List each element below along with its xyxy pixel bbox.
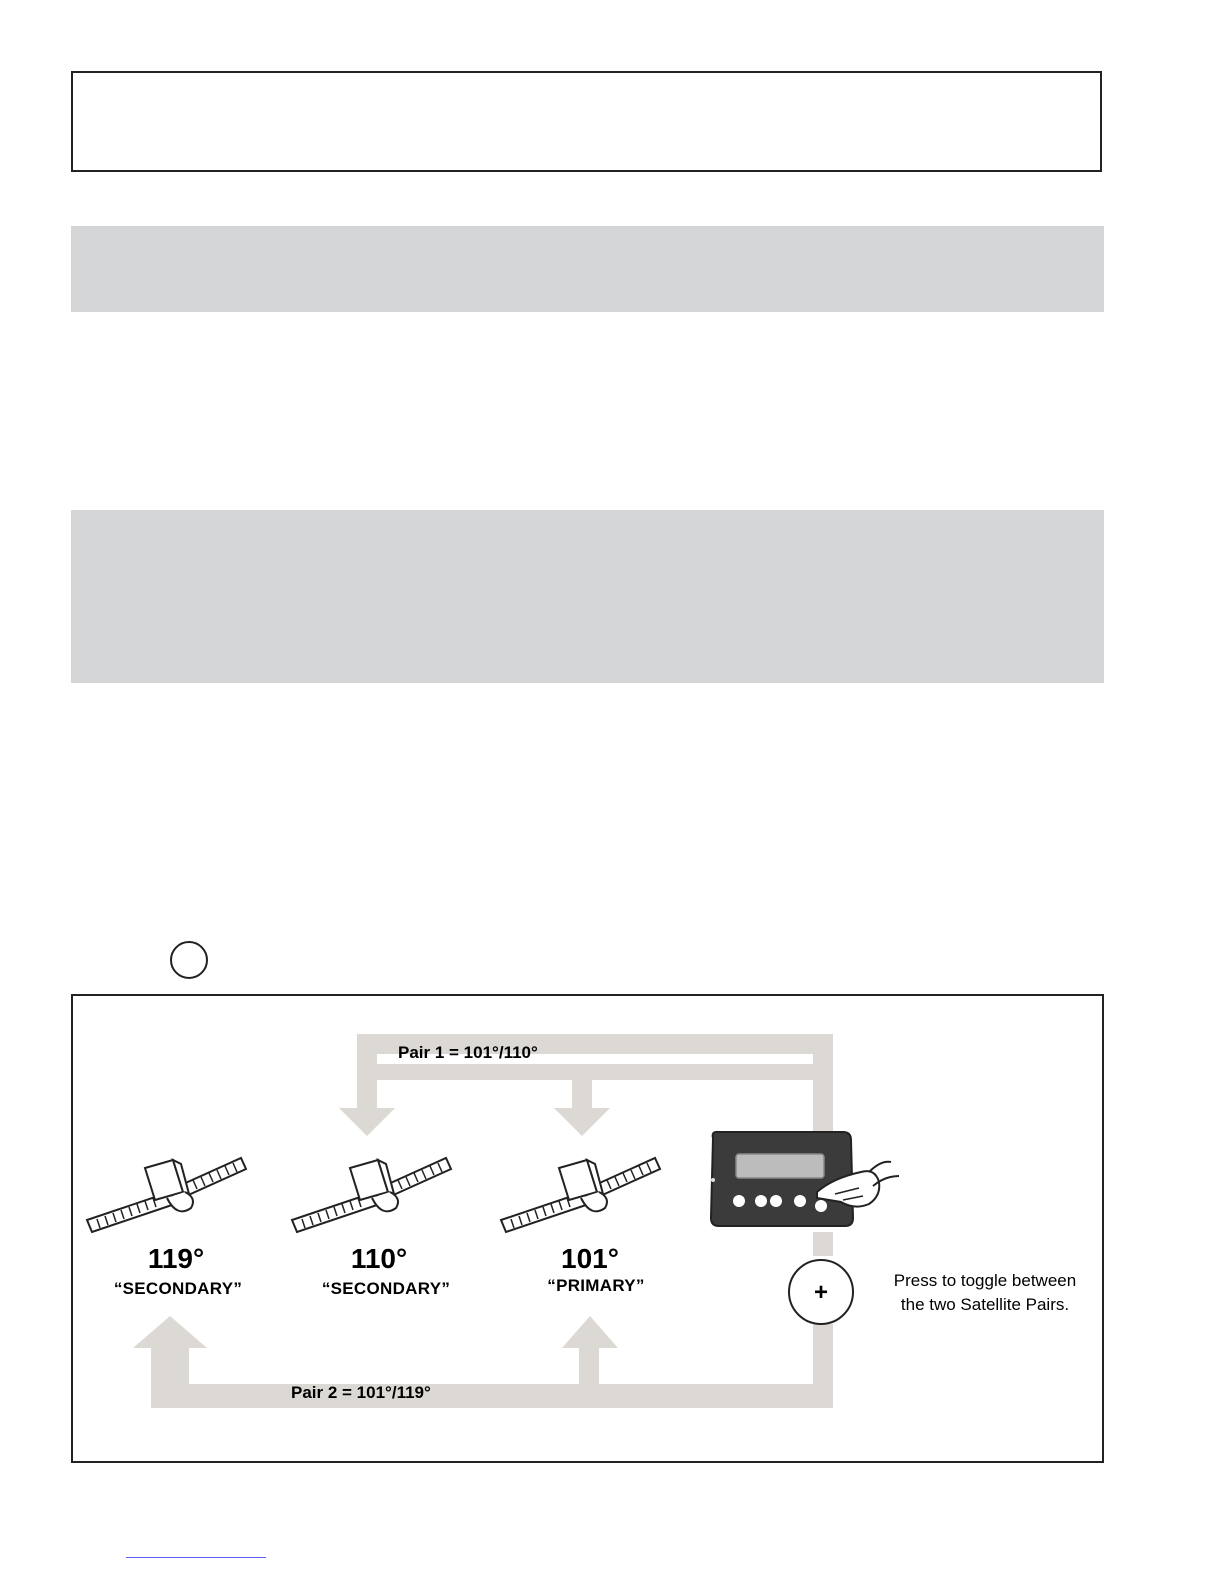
pair2-label: Pair 2 = 101°/119° xyxy=(291,1383,431,1402)
satellite-icon-101 xyxy=(501,1158,660,1232)
toggle-plus-button[interactable] xyxy=(789,1260,853,1324)
top-frame xyxy=(71,71,1102,172)
satellite-119-role: “SECONDARY” xyxy=(113,1279,243,1298)
satellite-110-role: “SECONDARY” xyxy=(321,1279,451,1298)
receiver-device-icon xyxy=(711,1132,853,1226)
gray-band-middle xyxy=(71,510,1104,683)
figure-canvas xyxy=(73,996,1106,1465)
plus-icon: + xyxy=(813,1279,829,1306)
satellite-icon-110 xyxy=(292,1158,451,1232)
satellite-119-degree: 119° xyxy=(147,1243,205,1274)
satellite-icon-119 xyxy=(87,1158,246,1232)
satellite-110-degree: 110° xyxy=(350,1243,408,1274)
footer-link-underline xyxy=(126,1557,266,1558)
satellite-101-degree: 101° xyxy=(561,1243,619,1274)
toggle-instruction-line2: the two Satellite Pairs. xyxy=(900,1295,1070,1314)
satellite-101-role: “PRIMARY” xyxy=(547,1276,645,1295)
pair1-label: Pair 1 = 101°/110° xyxy=(398,1043,538,1062)
toggle-instruction-line1: Press to toggle between xyxy=(893,1271,1077,1290)
satellite-pair-figure xyxy=(71,994,1104,1463)
step-marker-circle xyxy=(170,941,208,979)
gray-band-top xyxy=(71,226,1104,312)
